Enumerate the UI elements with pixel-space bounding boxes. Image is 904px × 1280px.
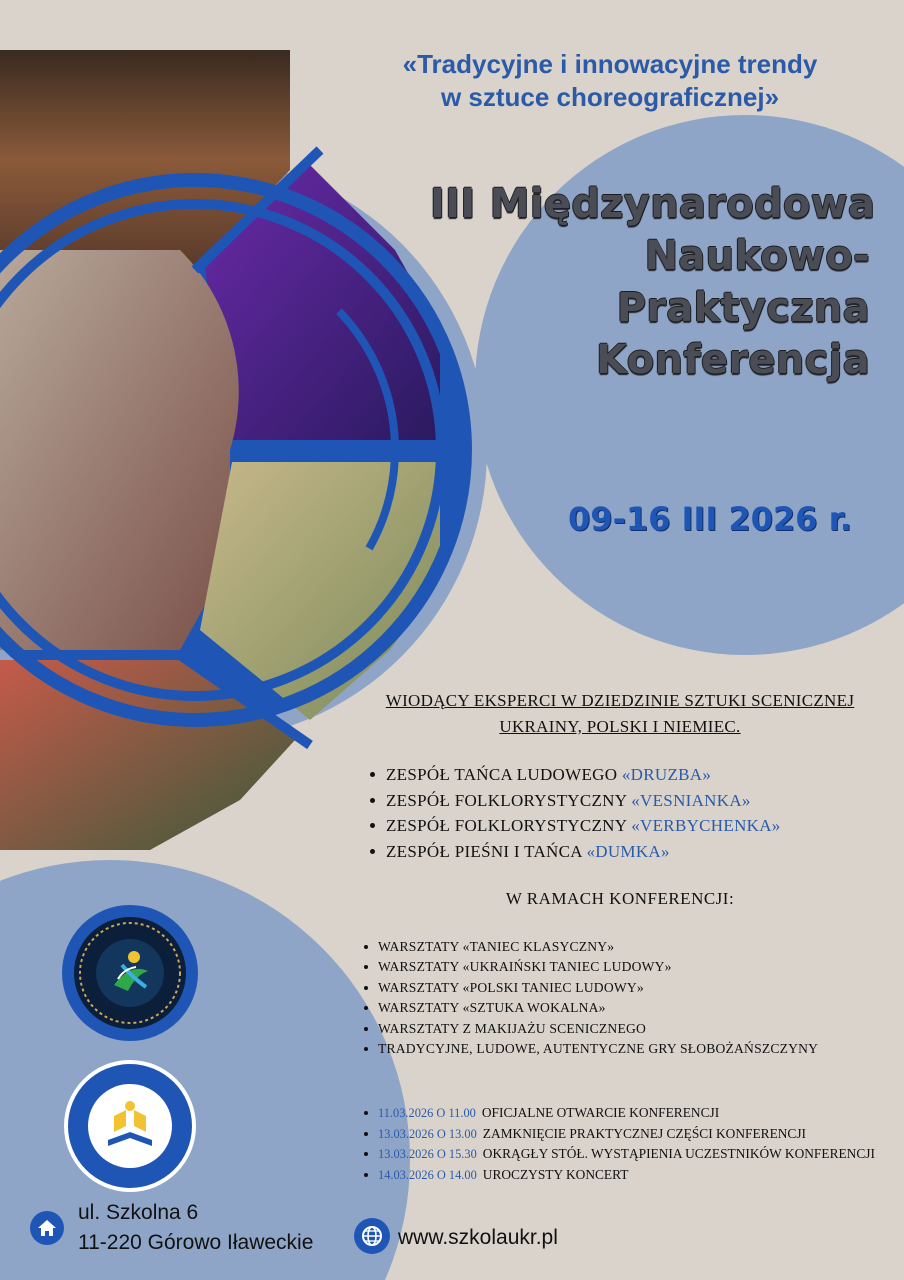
list-item: TRADYCYJNE, LUDOWE, AUTENTYCZNE GRY SŁOBOŻAŃSZCZYNY [360, 1039, 880, 1059]
photo-painting-reading [0, 250, 239, 650]
schedule-event: OFICJALNE OTWARCIE KONFERENCJI [481, 1105, 720, 1120]
schedule-item [360, 1103, 900, 1124]
ensemble-type: ZESPÓŁ FOLKLORYSTYCZNY [386, 790, 627, 810]
title-line-3: Praktyczna [616, 285, 870, 331]
schedule-date: 13.03.2026 O 15.30 [378, 1147, 477, 1162]
conference-dates: 09-16 III 2026 r. [568, 500, 852, 538]
workshops-list [360, 937, 880, 1059]
experts-heading [360, 688, 880, 740]
home-icon [30, 1211, 64, 1245]
conference-title [430, 178, 876, 386]
list-item: WARSZTATY «UKRAIŃSKI TANIEC LUDOWY» [360, 957, 880, 977]
ensemble-type: ZESPÓŁ FOLKLORYSTYCZNY [386, 816, 627, 835]
address-line-2: 11-220 Górowo Iławeckie [78, 1231, 314, 1254]
list-item [360, 813, 880, 839]
ensemble-name: «VESNIANKA» [631, 790, 751, 810]
ensemble-name: «DUMKA» [586, 841, 670, 861]
school-complex-logo [64, 1060, 196, 1192]
website-link[interactable]: www.szkolaukr.pl [398, 1226, 558, 1249]
schedule-event: ZAMKNIĘCIE PRAKTYCZNEJ CZĘŚCI KONFERENCJI [482, 1125, 807, 1141]
list-item [360, 839, 880, 865]
list-item [360, 762, 880, 788]
subtitle-line-2: w sztuce choreograficznej» [440, 82, 780, 112]
ensemble-name: «VERBYCHENKA» [631, 816, 781, 835]
ensemble-type: ZESPÓŁ TAŃCA LUDOWEGO [386, 765, 618, 784]
schedule-event: UROCZYSTY KONCERT [482, 1166, 629, 1182]
kharkiv-regional-logo [62, 905, 198, 1041]
program-heading: W RAMACH KONFERENCJI: [505, 889, 735, 908]
address-line-1: ul. Szkolna 6 [78, 1201, 199, 1224]
list-item: WARSZTATY «TANIEC KLASYCZNY» [360, 937, 880, 957]
conference-subtitle [330, 48, 890, 114]
title-line-1: III Międzynarodowa [430, 181, 876, 227]
experts-line-1: WIODĄCY EKSPERCI W DZIEDZINIE SZTUKI SCENICZNEJ [385, 691, 855, 710]
ensemble-name: «DRUZBA» [621, 765, 712, 784]
schedule-date: 14.03.2026 O 14.00 [378, 1167, 477, 1182]
experts-line-2: UKRAINY, POLSKI I NIEMIEC. [499, 717, 741, 736]
ensembles-list [360, 762, 880, 864]
globe-icon [354, 1218, 390, 1254]
address-block [78, 1198, 313, 1258]
list-item [360, 788, 880, 814]
schedule-item [360, 1165, 900, 1186]
schedule-event: OKRĄGŁY STÓŁ. WYSTĄPIENIA UCZESTNIKÓW KONFERENCJI [482, 1146, 875, 1162]
list-item: WARSZTATY «POLSKI TANIEC LUDOWY» [360, 978, 880, 998]
list-item: WARSZTATY «SZTUKA WOKALNA» [360, 998, 880, 1018]
title-line-2: Naukowo- [644, 233, 870, 279]
schedule-list [360, 1103, 900, 1185]
subtitle-line-1: «Tradycyjne i innowacyjne trendy [402, 49, 818, 79]
schedule-item [360, 1124, 900, 1145]
ensemble-type: ZESPÓŁ PIEŚNI I TAŃCA [386, 841, 582, 861]
schedule-date: 13.03.2026 O 13.00 [378, 1126, 477, 1141]
schedule-item [360, 1144, 900, 1165]
schedule-date: 11.03.2026 O 11.00 [378, 1106, 476, 1120]
list-item: WARSZTATY Z MAKIJAŻU SCENICZNEGO [360, 1019, 880, 1039]
title-line-4: Konferencja [596, 337, 870, 383]
